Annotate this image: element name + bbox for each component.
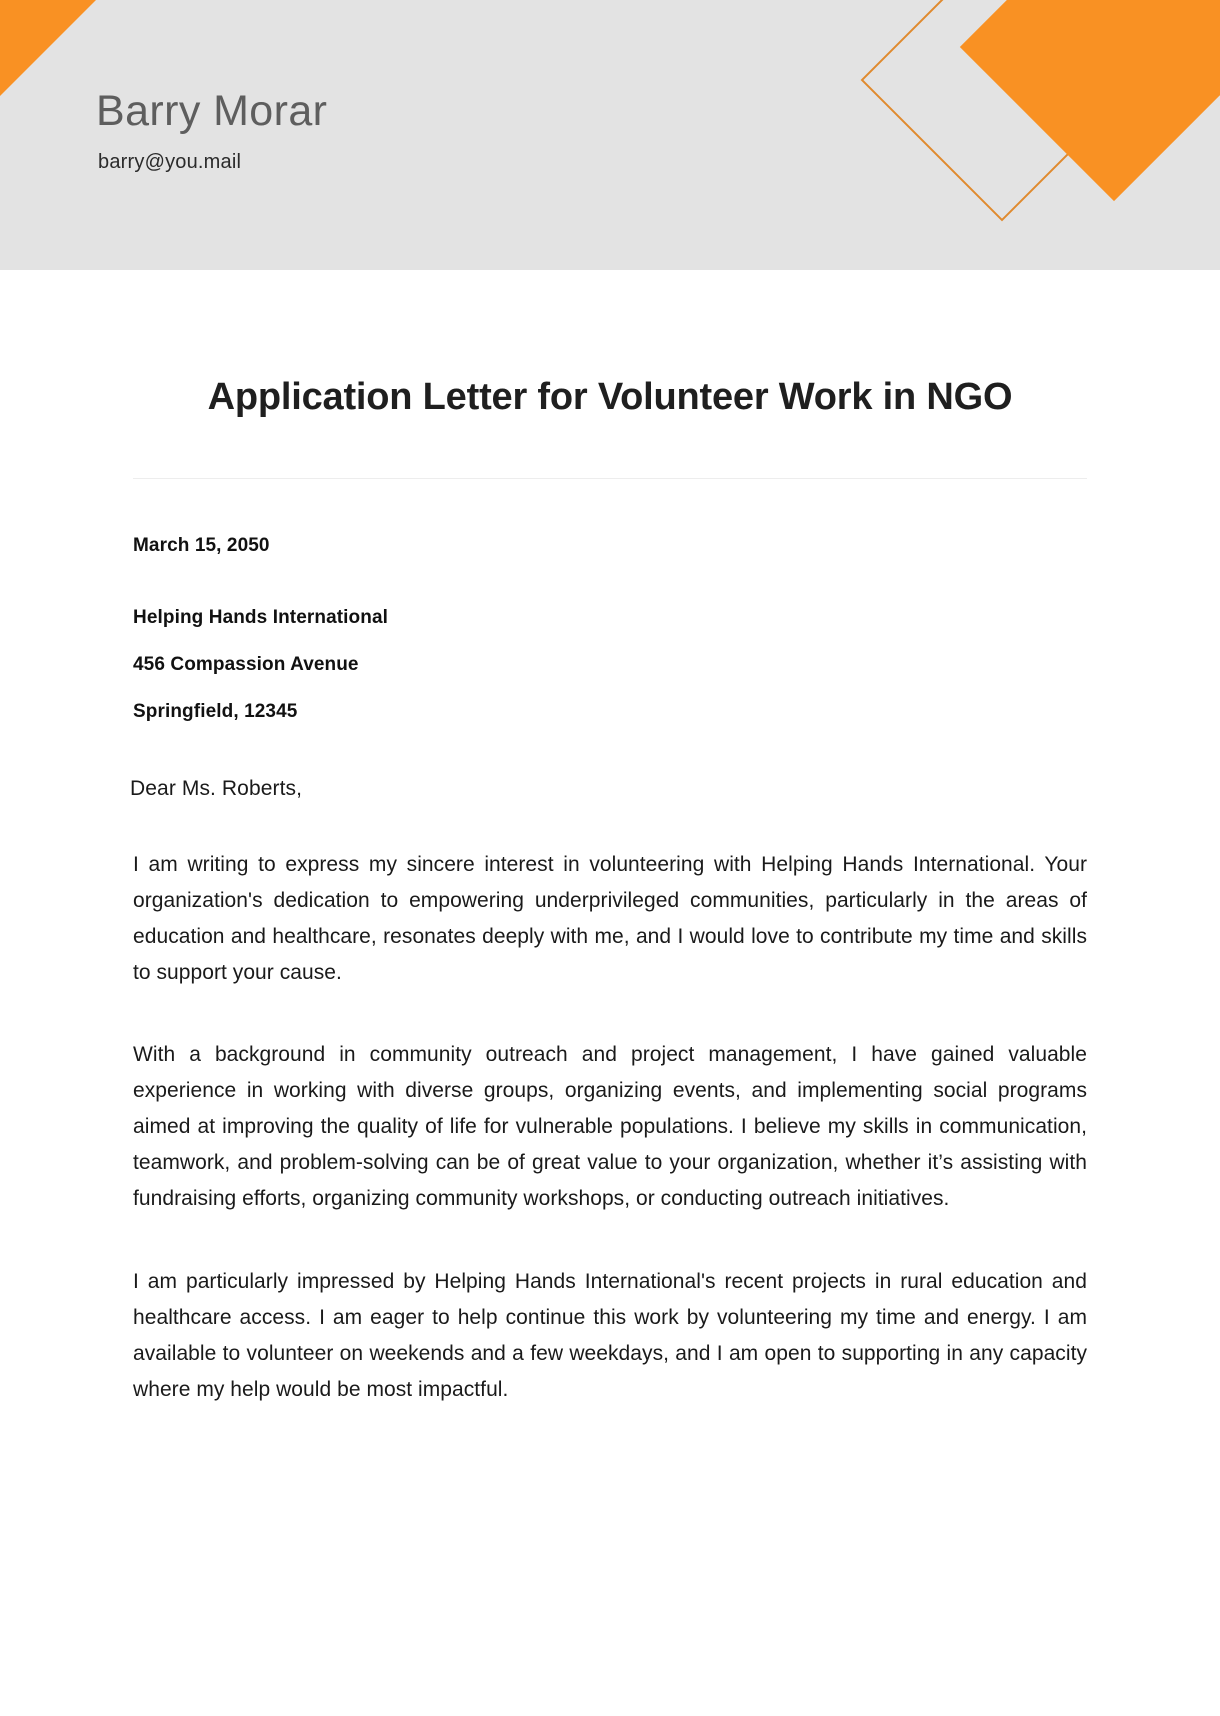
sender-block [96, 88, 327, 174]
body-paragraph-2: With a background in community outreach and project management, I have gained valuable experience in working with diverse groups, organizing events, and implementing social programs aimed at improving the quality of life for vulnerable populations. I believe my skills in communication, teamwork, and problem-solving can be of great value to your organization, whether it’s assisting with fundraising efforts, organizing community workshops, or conducting outreach initiatives. [133, 1043, 1087, 1211]
page-title: Application Letter for Volunteer Work in NGO [207, 376, 1013, 418]
sender-email: barry@you.mail [98, 151, 242, 174]
recipient-organization: Helping Hands International [133, 606, 388, 628]
salutation: Dear Ms. Roberts, [130, 776, 303, 800]
recipient-city-zip: Springfield, 12345 [133, 700, 298, 722]
body-paragraph-1: I am writing to express my sincere interest in volunteering with Helping Hands International. Your organization's dedication to empowering underprivileged communities, particularly in the areas of education and healthcare, resonates deeply with me, and I would love to contribute my time and skills to support your cause. [133, 852, 1087, 984]
letter-body [133, 847, 1087, 1408]
sender-name: Barry Morar [96, 87, 328, 135]
letter-header [0, 0, 1220, 270]
recipient-address-block [133, 607, 1087, 723]
letter-content [0, 270, 1220, 1408]
title-divider [133, 478, 1087, 479]
corner-triangle-decoration [0, 0, 96, 96]
body-paragraph-3: I am particularly impressed by Helping Hands International's recent projects in rural education and healthcare access. I am eager to help continue this work by volunteering my time and energy. I am available to volunteer on weekends and a few weekdays, and I am open to supporting in any capacity where my help would be most impactful. [133, 1269, 1087, 1401]
letter-date: March 15, 2050 [133, 534, 270, 556]
recipient-street: 456 Compassion Avenue [133, 653, 359, 675]
